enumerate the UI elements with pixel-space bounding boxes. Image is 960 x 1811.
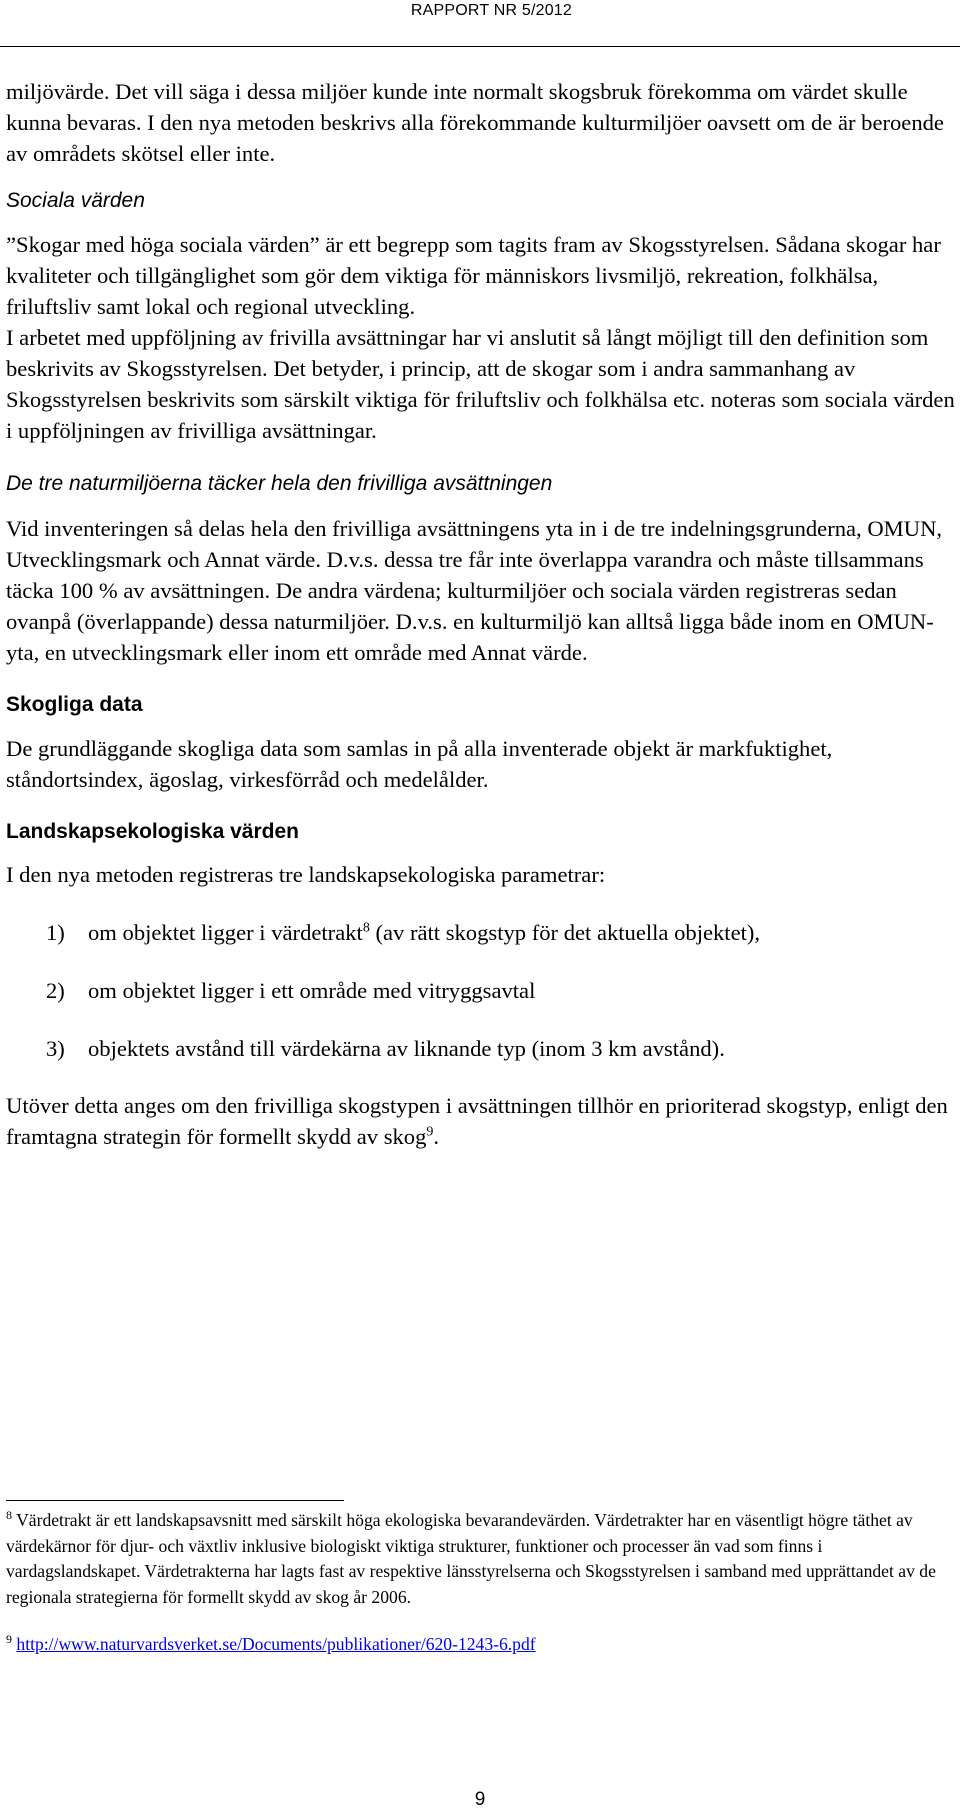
page-header <box>0 0 960 47</box>
paragraph-utover: Utöver detta anges om den frivilliga skogstypen i avsättningen tillhör en prioriterad skogstyp, enligt den framtagna strategin för formellt skydd av skog$^9$. <box>6 1093 948 1149</box>
paragraph-sociala-2: I arbetet med uppföljning av frivilla avsättningar har vi anslutit så långt möjligt till den definition som beskrivits av Skogsstyrelsen. Det betyder, i princip, att de skogar som i andra sammanhang av Skogsstyrelsen beskrivits som särskilt viktiga för friluftsliv och folkhälsa etc. noteras som sociala värden i uppföljningen av frivilliga avsättningar. <box>6 325 955 443</box>
report-title: RAPPORT NR 5/2012 <box>410 2 572 19</box>
footnotes <box>6 1508 956 1658</box>
naturvardsverket-link[interactable]: http://www.naturvardsverket.se/Documents/publikationer/620-1243-6.pdf <box>16 1634 536 1654</box>
list-item: 1) om objektet ligger i värdetrakt$^8$ (av rätt skogstyp för det aktuella objektet), <box>46 920 761 945</box>
page-number: 9 <box>474 1789 486 1810</box>
footnote-8: $^8$ Värdetrakt är ett landskapsavsnitt med särskilt höga ekologiska bevarandevärden. Värdetrakter har en väsentligt högre täthet av värdekärnor för djur- och växtliv inklusive biologiskt viktiga strukturer, funktioner och processer än vad som finns i vardagslandskapet. Värdetrakterna har lagts fast av respektive länsstyrelserna och Skogsstyrelsen i samband med upprättandet av de regionala strategierna för formellt skydd av skog år 2006. <box>6 1508 936 1607</box>
footnote-ref-9: 9 <box>426 1124 434 1140</box>
heading-sociala-varden: Sociala värden <box>6 189 145 212</box>
footnote-9: $^9$ http://www.naturvardsverket.se/Documents/publikationer/620-1243-6.pdf <box>6 1632 536 1654</box>
footnote-ref-8: 8 <box>362 920 370 936</box>
list-item: 2) om objektet ligger i ett område med vitryggsavtal <box>46 978 536 1003</box>
heading-skogliga-data: Skogliga data <box>6 693 143 716</box>
paragraph-landskapsekologiska: I den nya metoden registreras tre landskapsekologiska parametrar: <box>6 862 606 887</box>
page-body <box>6 76 956 1152</box>
heading-landskapsekologiska: Landskapsekologiska värden <box>6 820 299 843</box>
paragraph-skogliga-data: De grundläggande skogliga data som samlas in på alla inventerade objekt är markfuktighet, ståndortsindex, ägoslag, virkesförråd och medelålder. <box>6 736 833 792</box>
paragraph-kulturmiljo: miljövärde. Det vill säga i dessa miljöer kunde inte normalt skogsbruk förekomma om värdet skulle kunna bevaras. I den nya metoden beskrivs alla förekommande kulturmiljöer oavsett om de är beroende av områdets skötsel eller inte. <box>6 79 944 166</box>
paragraph-tre-naturmiljoer: Vid inventeringen så delas hela den frivilliga avsättningens yta in i de tre indelningsgrunderna, OMUN, Utvecklingsmark och Annat värde. D.v.s. dessa tre får inte överlappa varandra och måste tillsammans täcka 100 % av avsättningen. De andra värdena; kulturmiljöer och sociala värden registreras sedan ovanpå (överlappande) dessa naturmiljöer. D.v.s. en kulturmiljö kan alltså ligga både inom en OMUN-yta, en utvecklingsmark eller inom ett område med Annat värde. <box>6 516 943 665</box>
parameter-list <box>6 917 956 1064</box>
heading-tre-naturmiljoer: De tre naturmiljöerna täcker hela den frivilliga avsättningen <box>6 472 553 495</box>
footnote-divider <box>6 1500 344 1501</box>
paragraph-sociala-1: ”Skogar med höga sociala värden” är ett begrepp som tagits fram av Skogsstyrelsen. Sådana skogar har kvaliteter och tillgänglighet som gör dem viktiga för människors livsmiljö, rekreation, folkhälsa, friluftsliv samt lokal och regional utveckling. <box>6 232 941 319</box>
list-item: 3) objektets avstånd till värdekärna av liknande typ (inom 3 km avstånd). <box>46 1036 725 1061</box>
